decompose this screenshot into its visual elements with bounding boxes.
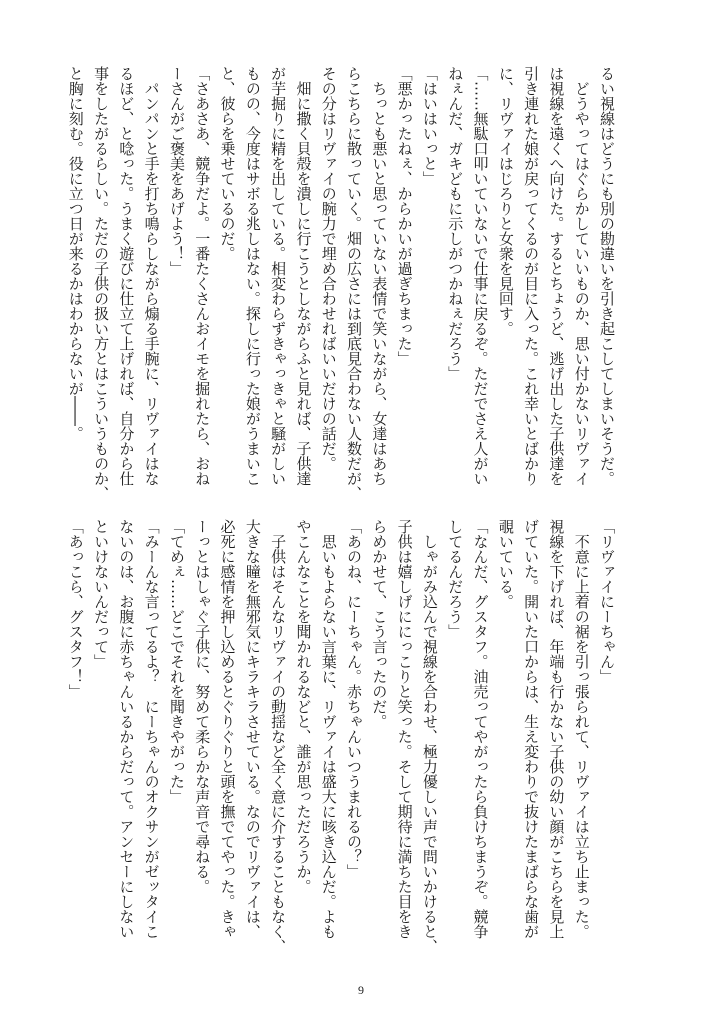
text-line: 「あのね、にーちゃん。赤ちゃんいつうまれるの？」 xyxy=(345,519,364,879)
text-line: に、リヴァイはじろりと女衆を見回す。 xyxy=(496,66,515,336)
top-text-block xyxy=(62,66,619,506)
text-line: が芋掘りに精を出している。相変わらずきゃっきゃと騒がしい xyxy=(269,66,288,486)
text-line: 「なんだ、グスタフ。油売ってやがったら負けちまうぞ。競争 xyxy=(471,519,490,939)
text-line: 畑に撒く貝殻を潰しに行こうとしながらふと見れば、子供達 xyxy=(294,66,313,486)
bottom-text-block xyxy=(62,519,619,959)
text-line: 子供は嬉しげににっこりと笑った。そして期待に満ちた目をき xyxy=(395,519,414,939)
text-line: しゃがみ込んで視線を合わせ、極力優しい声で問いかけると、 xyxy=(420,519,439,954)
page-number: 9 xyxy=(358,983,364,997)
text-line: ねぇんだ、ガキどもに示しがつかねぇだろう」 xyxy=(446,66,465,381)
text-line: ものの、今度はサボる兆しはない。探しに行った娘がうまいこ xyxy=(243,66,262,486)
text-line: どうやってはぐらかしていいものか、思い付かないリヴァイ xyxy=(572,66,591,486)
text-line: 「みーんな言ってるよ？ にーちゃんのオクサンがゼッタイこ xyxy=(142,519,161,939)
text-line: その分はリヴァイの腕力で埋め合わせればいいだけの話だ。 xyxy=(319,66,338,471)
text-line: ちっとも悪いと思っていない表情で笑いながら、女達はあち xyxy=(370,66,389,486)
text-line: 覗いている。 xyxy=(496,519,515,609)
text-line: してるんだろう」 xyxy=(446,519,465,639)
text-line: 大きな瞳を無邪気にキラキラさせている。なのでリヴァイは、 xyxy=(243,519,262,939)
text-line: は視線を遠くへ向けた。するとちょうど、逃げ出した子供達を xyxy=(547,66,566,486)
text-line: 「リヴァイにーちゃん」 xyxy=(598,519,616,684)
text-line: 「てめぇ……どこでそれを聞きやがった」 xyxy=(167,519,186,804)
text-line: 視線を下げれば、年端も行かない子供の幼い顔がこちらを見上 xyxy=(547,519,566,939)
text-line: るい視線はどうにも別の勘違いを引き起こしてしまいそうだ。 xyxy=(598,66,616,486)
text-line: 不意に上着の裾を引っ張られて、リヴァイは立ち止まった。 xyxy=(572,519,591,939)
text-line: るほど、と唸った。うまく遊びに仕立て上げれば、自分から仕 xyxy=(117,66,136,486)
text-line: 引き連れた娘が戻ってくるのが目に入った。これ幸いとばかり xyxy=(522,66,541,486)
text-line: 思いもよらない言葉に、リヴァイは盛大に咳き込んだ。よも xyxy=(319,519,338,939)
text-line: 子供はそんなリヴァイの動揺など全く意に介することもなく、 xyxy=(269,519,288,954)
text-line: 「あっこら、グスタフ！」 xyxy=(66,519,85,699)
text-line: げていた。開いた口からは、生え変わりで抜けたまばらな歯が xyxy=(522,519,541,939)
text-line: やこんなことを聞かれるなどと、誰が思っただろうか。 xyxy=(294,519,313,894)
text-line: ーさんがご褒美をあげよう！」 xyxy=(167,66,186,276)
text-line: といけないんだって」 xyxy=(92,519,111,669)
text-line: と、彼らを乗せているのだ。 xyxy=(218,66,237,261)
text-line: らこちらに散っていく。畑の広さには到底見合わない人数だが、 xyxy=(345,66,364,501)
text-line: 「はいはいっと」 xyxy=(420,66,439,186)
text-line: ないのは、お腹に赤ちゃんいるからだって。アンセーにしない xyxy=(117,519,136,939)
text-line: 必死に感情を押し込めるとぐりぐりと頭を撫でてやった。きゃ xyxy=(218,519,237,939)
text-line: 「……無駄口叩いていないで仕事に戻るぞ。ただでさえ人がい xyxy=(471,66,490,486)
text-line: 「さあさあ、競争だよ。一番たくさんおイモを掘れたら、おね xyxy=(193,66,212,486)
text-line: らめかせて、こう言ったのだ。 xyxy=(370,519,389,729)
text-line: と胸に刻む。役に立つ日が来るかはわからないが――。 xyxy=(66,66,85,441)
text-line: ーっとはしゃぐ子供に、努めて柔らかな声音で尋ねる。 xyxy=(193,519,212,894)
text-line: 「悪かったねぇ、からかいが過ぎちまった」 xyxy=(395,66,414,366)
text-line: 事をしたがるらしい。ただの子供の扱い方とはこういうものか、 xyxy=(92,66,111,501)
text-line: パンパンと手を打ち鳴らしながら煽る手腕に、リヴァイはな xyxy=(142,66,161,486)
